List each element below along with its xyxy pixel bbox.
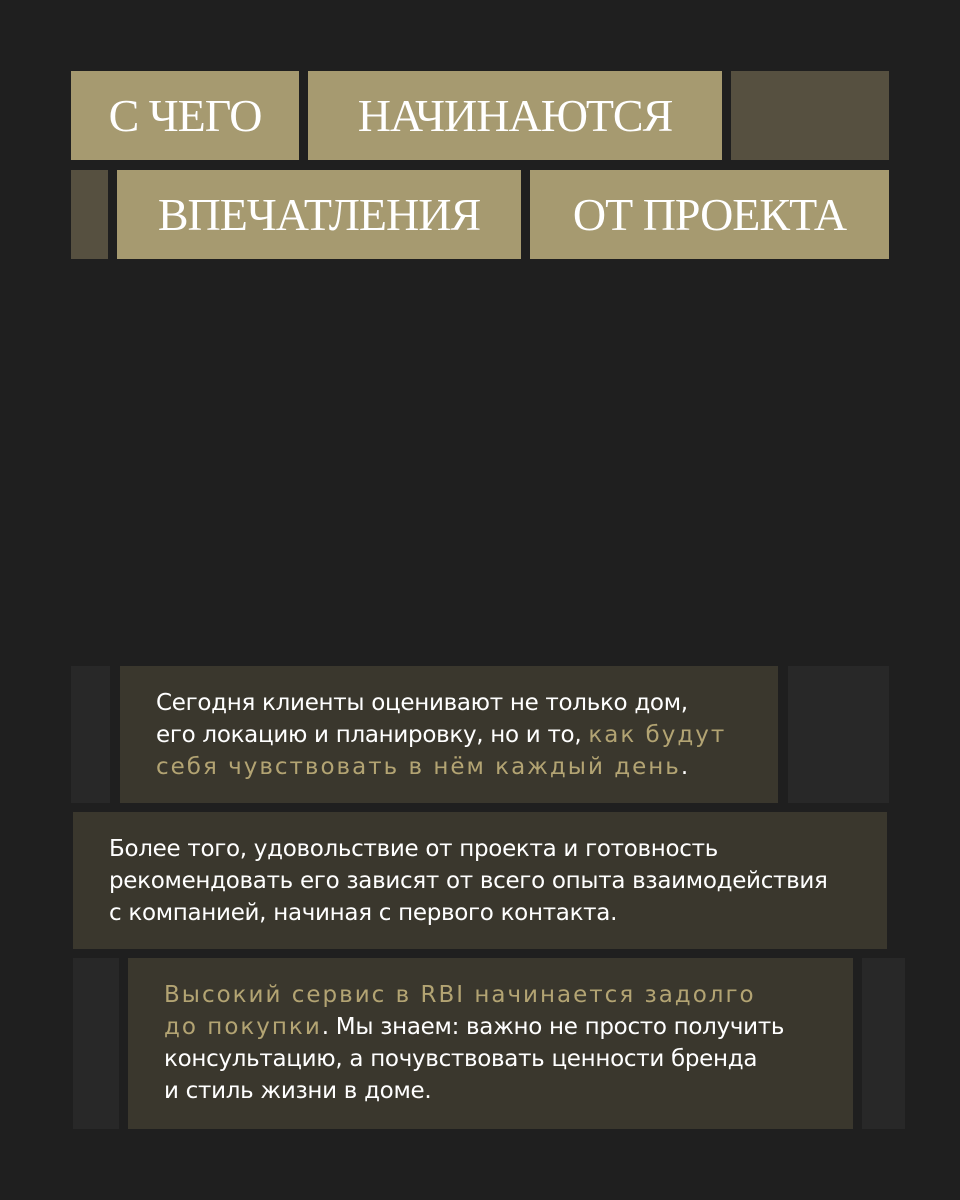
- paragraph-2-line-3: с компанией, начиная с первого контакта.: [109, 900, 618, 926]
- title-block-3: [117, 170, 521, 259]
- title-word-4: ОТ ПРОЕКТА: [572, 189, 847, 240]
- paragraph-1-highlight-b: себя чувствовать в нём каждый день: [156, 754, 681, 780]
- paragraph-3-line-1: [164, 979, 853, 1011]
- paragraph-1-line-1: Сегодня клиенты оценивают не только дом,: [156, 690, 688, 716]
- deco-block-dark-1: [71, 666, 110, 803]
- deco-block-dark-2: [788, 666, 889, 803]
- deco-block-top-right: [731, 71, 889, 160]
- deco-block-dark-4: [862, 958, 905, 1129]
- paragraph-3-highlight-a: Высокий сервис в RBI начинается задолго: [164, 982, 756, 1008]
- title-block-2: [308, 71, 722, 160]
- paragraph-1-line-3: себя чувствовать в нём каждый день.: [156, 754, 688, 780]
- title-block-1: [71, 71, 299, 160]
- paragraph-card-2: [73, 812, 887, 949]
- deco-block-left: [71, 170, 108, 259]
- paragraph-3-line-2: до покупки. Мы знаем: важно не просто получить: [164, 1014, 785, 1040]
- paragraph-3-highlight-b: до покупки: [164, 1014, 322, 1040]
- paragraph-card-3: [128, 958, 853, 1129]
- title-block-4: [530, 170, 889, 259]
- paragraph-2-line-1: Более того, удовольствие от проекта и готовность: [109, 836, 718, 862]
- title-word-2: НАЧИНАЮТСЯ: [357, 90, 673, 141]
- paragraph-3-line-3: консультацию, а почувствовать ценности бренда: [164, 1046, 758, 1072]
- title-word-3: ВПЕЧАТЛЕНИЯ: [157, 189, 481, 240]
- deco-block-dark-3: [73, 958, 119, 1129]
- title-word-1: С ЧЕГО: [108, 90, 262, 141]
- paragraph-1-highlight-a: как будут: [588, 722, 727, 748]
- paragraph-3-line-4: и стиль жизни в доме.: [164, 1078, 432, 1104]
- paragraph-card-1: [120, 666, 778, 803]
- paragraph-2-line-2: рекомендовать его зависят от всего опыта взаимодействия: [109, 868, 828, 894]
- paragraph-1-line-2: его локацию и планировку, но и то, как будут: [156, 722, 727, 748]
